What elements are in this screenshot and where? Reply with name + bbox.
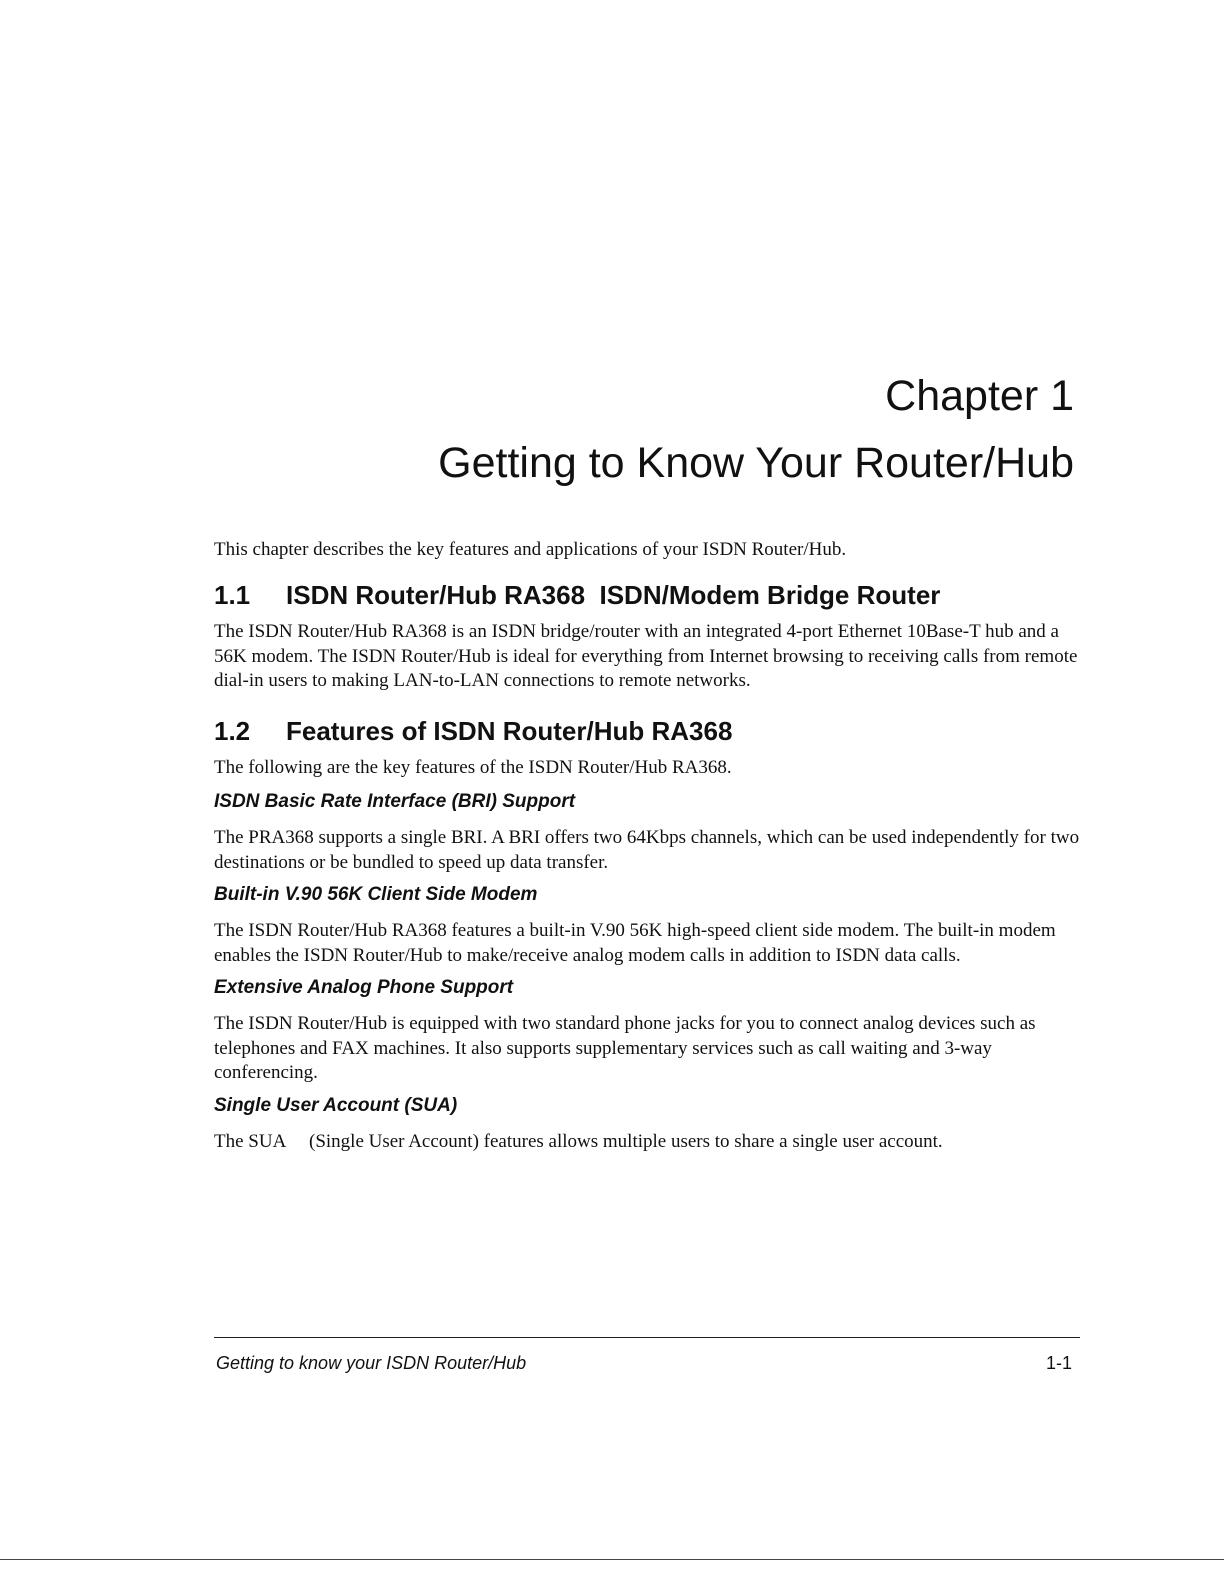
feature-paragraph: The ISDN Router/Hub is equipped with two standard phone jacks for you to connect analog devices such as telephones and FAX machines. It also supports supplementary services such as call waiting and 3-way conferencing. [214, 1013, 1036, 1083]
section-number: 1.1 [214, 580, 251, 610]
section-1-1 [214, 580, 1080, 694]
footer-divider [214, 1337, 1080, 1338]
intro-paragraph: This chapter describes the key features and applications of your ISDN Router/Hub. [214, 539, 847, 560]
section-title: Features of ISDN Router/Hub RA368 [286, 715, 733, 746]
section-heading [214, 716, 1080, 746]
section-number: 1.2 [214, 715, 251, 746]
scan-edge-line [0, 1559, 1224, 1560]
feature-heading: ISDN Basic Rate Interface (BRI) Support [214, 791, 576, 812]
feature-heading: Extensive Analog Phone Support [214, 977, 514, 998]
feature-heading: Built-in V.90 56K Client Side Modem [214, 884, 538, 905]
section-paragraph: The ISDN Router/Hub RA368 is an ISDN bridge/router with an integrated 4-port Ethernet 10Base-T hub and a 56K modem. The ISDN Router/Hub is ideal for everything from Internet browsing to receiving calls from remote dial-in users to making LAN-to-LAN connections to remote networks. [214, 621, 1078, 691]
section-title: ISDN Router/Hub RA368 ISDN/Modem Bridge Router [286, 580, 941, 610]
footer-running-title: Getting to know your ISDN Router/Hub [216, 1353, 527, 1373]
feature-paragraph: The ISDN Router/Hub RA368 features a built-in V.90 56K high-speed client side modem. The built-in modem enables the ISDN Router/Hub to make/receive analog modem calls in addition to ISDN data calls. [214, 920, 1056, 966]
feature-paragraph: The PRA368 supports a single BRI. A BRI offers two 64Kbps channels, which can be used independently for two destinations or be bundled to speed up data transfer. [214, 827, 1080, 873]
feature-heading: Single User Account (SUA) [214, 1094, 458, 1116]
feature-paragraph: The SUA (Single User Account) features allows multiple users to share a single user account. [214, 1130, 943, 1152]
section-paragraph: The following are the key features of the ISDN Router/Hub RA368. [214, 756, 732, 778]
page-number: 1-1 [1045, 1353, 1072, 1373]
chapter-number: Chapter 1 [885, 372, 1074, 420]
section-heading [214, 580, 1080, 610]
chapter-body [214, 538, 1080, 1162]
chapter-title: Getting to Know Your Router/Hub [438, 439, 1074, 487]
section-1-2 [214, 716, 1080, 1155]
